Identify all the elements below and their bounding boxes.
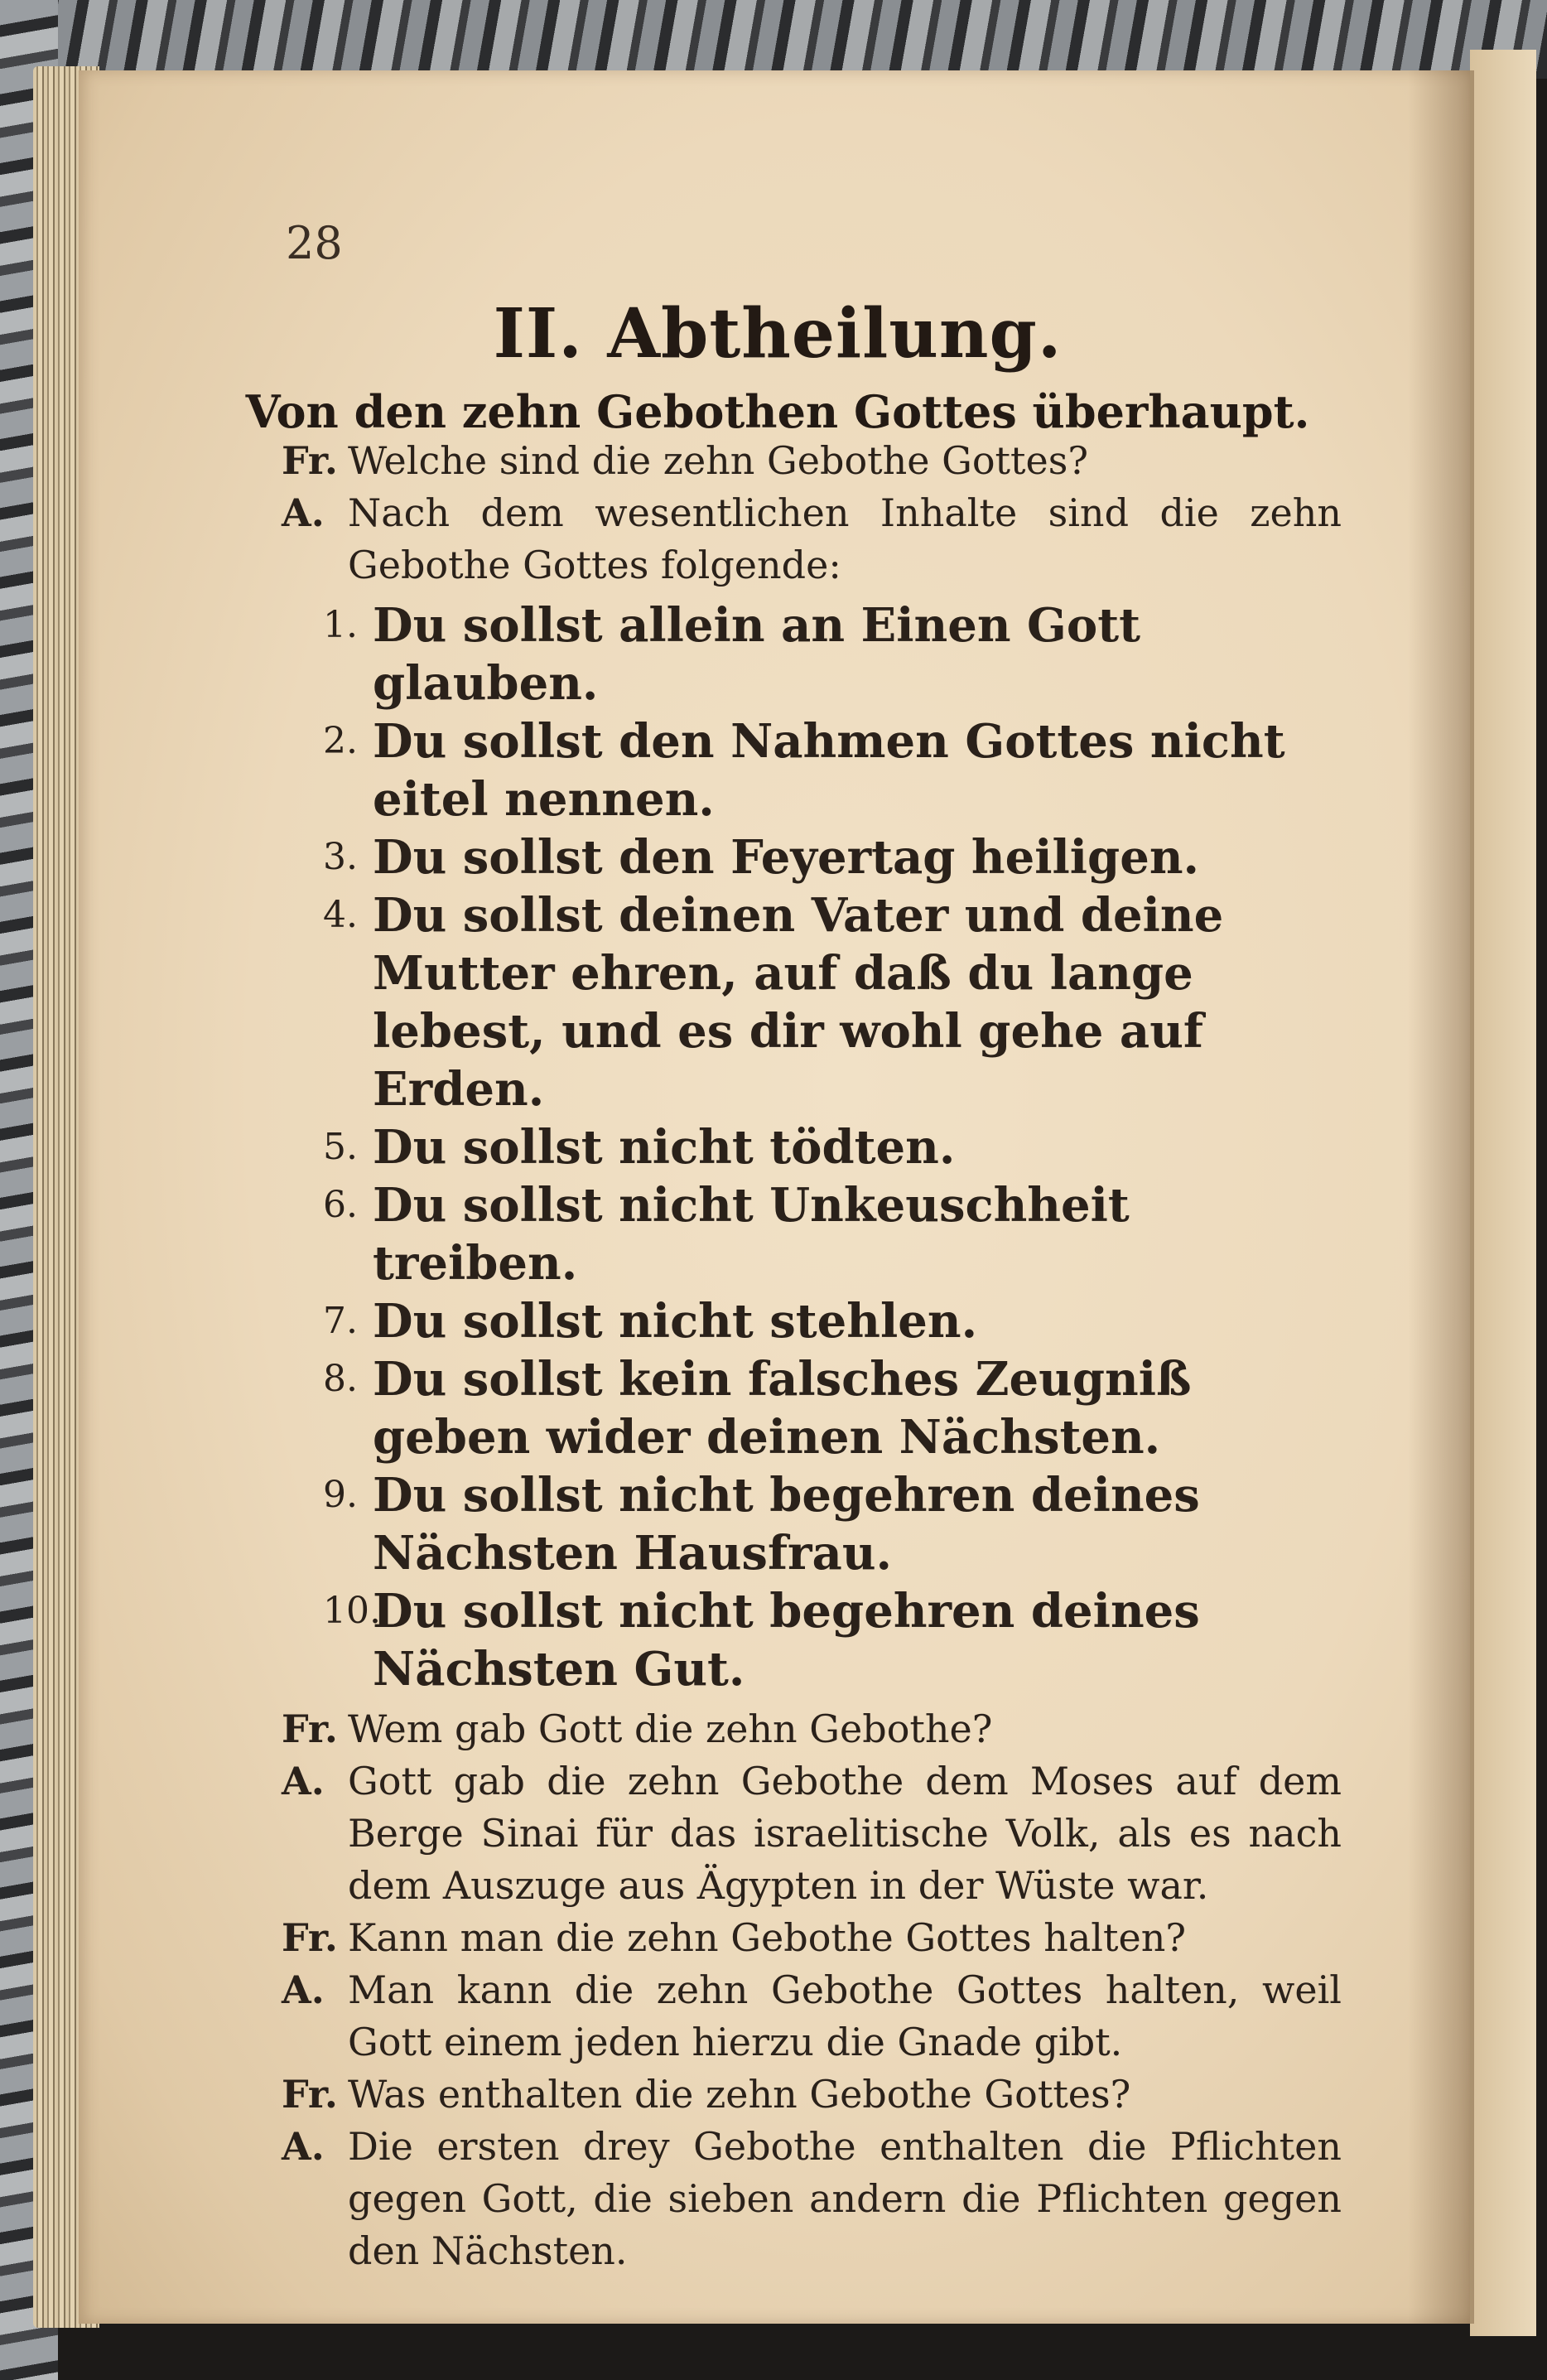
commandment-text: Du sollst den Nahmen Gottes nicht eitel nennen. bbox=[373, 714, 1285, 827]
commandment-number: 4. bbox=[323, 894, 358, 936]
answer bbox=[282, 487, 1342, 591]
answer bbox=[282, 1964, 1342, 2069]
section-subtitle: Von den zehn Gebothen Gottes überhaupt. bbox=[245, 385, 1310, 438]
commandment-number: 5. bbox=[323, 1126, 358, 1168]
answer-label: A. bbox=[282, 490, 325, 535]
commandment-text: Du sollst nicht tödten. bbox=[373, 1120, 956, 1175]
commandment-item bbox=[282, 1118, 1342, 1176]
commandment-number: 1. bbox=[323, 604, 358, 646]
question-label: Fr. bbox=[282, 438, 338, 483]
section-title: II. Abtheilung. bbox=[493, 294, 1063, 374]
question bbox=[282, 2069, 1342, 2121]
book-cover-top bbox=[0, 0, 1547, 79]
commandment-text: Du sollst nicht begehren deines Nächsten Gut. bbox=[373, 1584, 1200, 1697]
question-text: Welche sind die zehn Gebothe Gottes? bbox=[348, 438, 1089, 483]
answer bbox=[282, 1755, 1342, 1912]
commandment-text: Du sollst allein an Einen Gott glauben. bbox=[373, 598, 1140, 711]
page-number: 28 bbox=[286, 217, 343, 269]
commandment-text: Du sollst kein falsches Zeugniß geben wider deinen Nächsten. bbox=[373, 1352, 1192, 1465]
commandment-text: Du sollst nicht begehren deines Nächsten Hausfrau. bbox=[373, 1468, 1200, 1581]
commandment-number: 3. bbox=[323, 836, 358, 878]
commandment-number: 2. bbox=[323, 720, 358, 762]
answer-text: Man kann die zehn Gebothe Gottes halten, weil Gott einem jeden hierzu die Gnade gibt. bbox=[348, 1967, 1342, 2064]
commandment-number: 9. bbox=[323, 1474, 358, 1516]
commandment-text: Du sollst nicht Unkeuschheit treiben. bbox=[373, 1178, 1130, 1291]
page-body bbox=[282, 435, 1342, 2277]
section-heading bbox=[0, 294, 1547, 438]
answer-label: A. bbox=[282, 1967, 325, 2012]
question bbox=[282, 1912, 1342, 1964]
commandment-item bbox=[282, 1466, 1342, 1582]
commandment-item bbox=[282, 1176, 1342, 1292]
question bbox=[282, 1703, 1342, 1755]
commandment-item bbox=[282, 1582, 1342, 1698]
commandment-item bbox=[282, 828, 1342, 886]
answer bbox=[282, 2121, 1342, 2277]
question-text: Kann man die zehn Gebothe Gottes halten? bbox=[348, 1915, 1186, 1960]
question-label: Fr. bbox=[282, 1915, 338, 1960]
answer-label: A. bbox=[282, 2124, 325, 2169]
question-text: Was enthalten die zehn Gebothe Gottes? bbox=[348, 2072, 1131, 2117]
commandment-number: 7. bbox=[323, 1300, 358, 1342]
question-label: Fr. bbox=[282, 2072, 338, 2117]
question-label: Fr. bbox=[282, 1707, 338, 1751]
answer-text: Nach dem wesentlichen Inhalte sind die zehn Gebothe Gottes folgende: bbox=[348, 490, 1342, 587]
answer-text: Die ersten drey Gebothe enthalten die Pflichten gegen Gott, die sieben andern die Pflichten gegen den Nächsten. bbox=[348, 2124, 1342, 2273]
answer-label: A. bbox=[282, 1759, 325, 1803]
commandment-text: Du sollst deinen Vater und deine Mutter ehren, auf daß du lange lebest, und es dir wohl gehe auf Erden. bbox=[373, 888, 1224, 1117]
commandment-text: Du sollst den Feyertag heiligen. bbox=[373, 830, 1200, 885]
commandment-item bbox=[282, 1292, 1342, 1350]
commandment-item bbox=[282, 712, 1342, 828]
commandment-number: 6. bbox=[323, 1184, 358, 1226]
question-text: Wem gab Gott die zehn Gebothe? bbox=[348, 1707, 993, 1751]
commandment-text: Du sollst nicht stehlen. bbox=[373, 1294, 978, 1349]
question bbox=[282, 435, 1342, 487]
commandment-number: 8. bbox=[323, 1358, 358, 1400]
commandment-item bbox=[282, 886, 1342, 1118]
commandment-item bbox=[282, 596, 1342, 712]
commandment-number: 10. bbox=[323, 1590, 381, 1632]
commandment-item bbox=[282, 1350, 1342, 1466]
answer-text: Gott gab die zehn Gebothe dem Moses auf dem Berge Sinai für das israelitische Volk, als es nach dem Auszuge aus Ägypten in der Wüste war. bbox=[348, 1759, 1342, 1908]
